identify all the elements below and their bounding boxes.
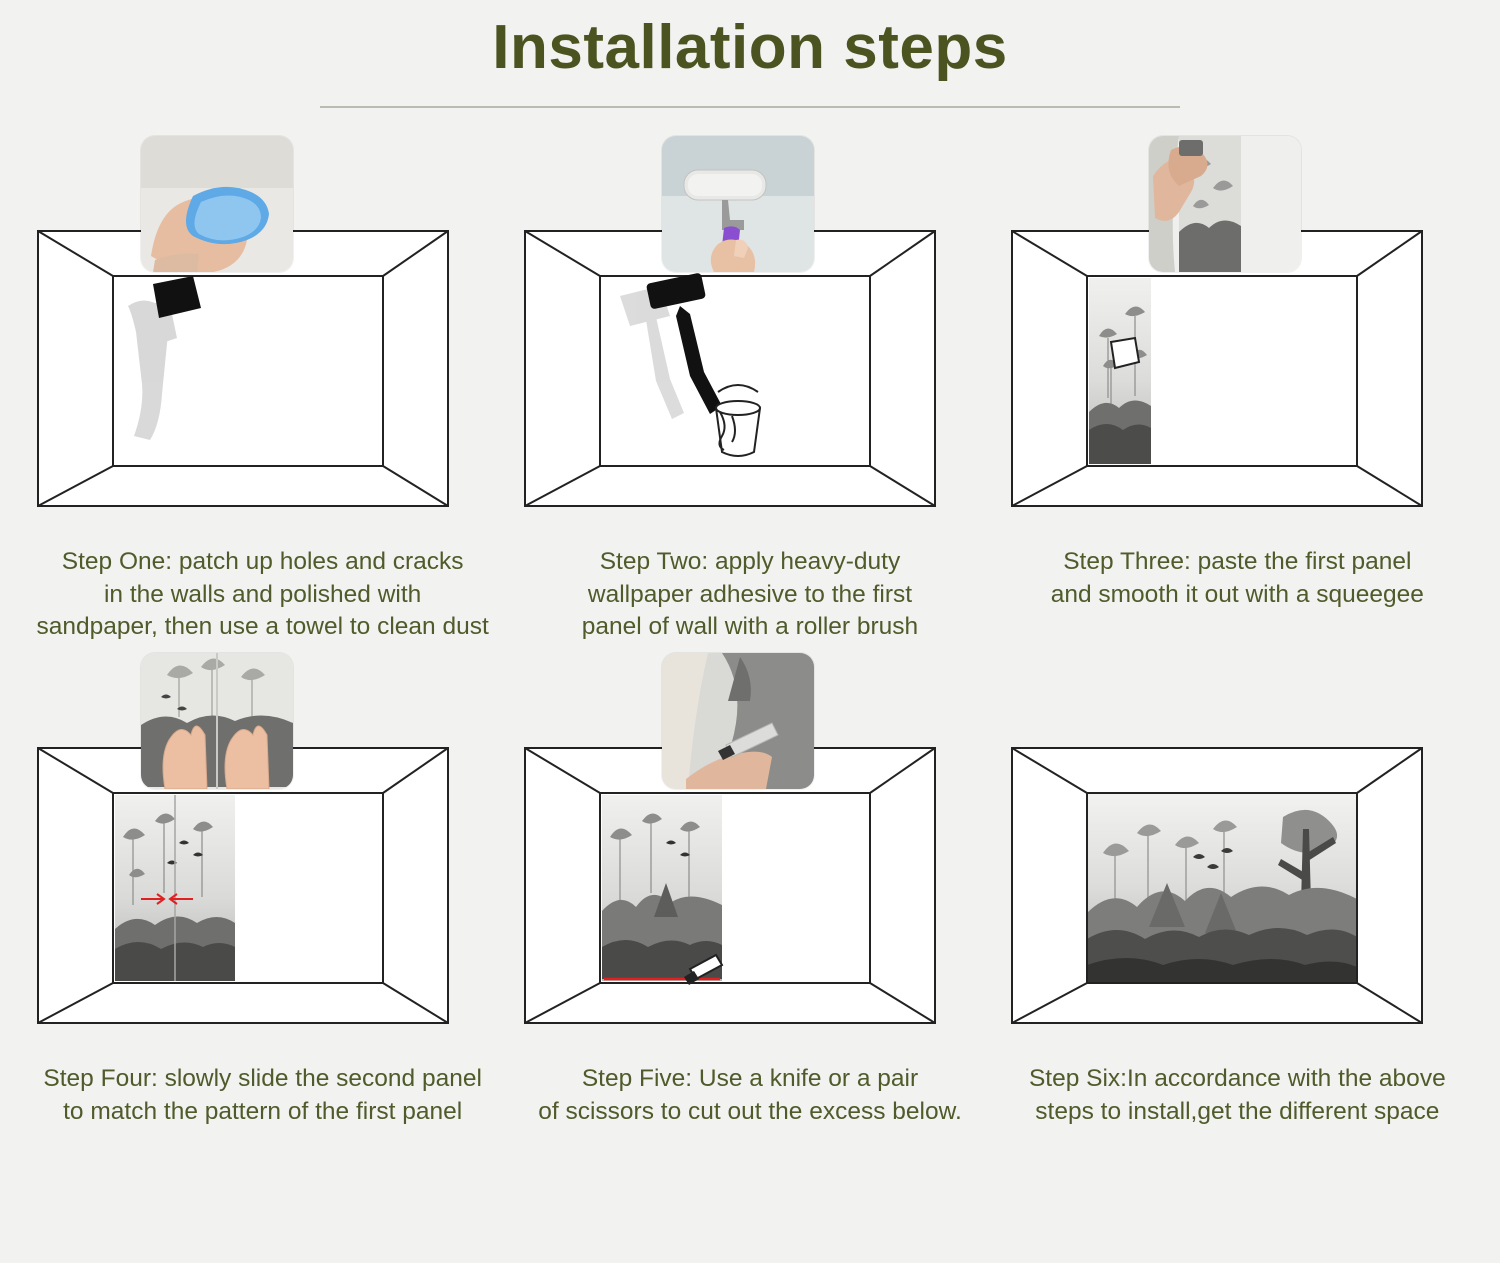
wallpaper-panels-pair <box>602 795 722 981</box>
finished-wallpaper-mural <box>1087 793 1357 983</box>
two-hands-matching-wallpaper-panels-photo <box>141 653 293 789</box>
step-one-illustration <box>33 136 493 536</box>
step-two-caption: Step Two: apply heavy-duty wallpaper adhesive to the first panel of wall with a roller brush <box>581 548 919 640</box>
hand-pasting-wallpaper-panel-photo <box>1149 136 1301 272</box>
step-five <box>511 653 988 1160</box>
step-six-caption: Step Six:In accordance with the above steps to install,get the different space <box>1028 1065 1446 1125</box>
page-title: Installation steps <box>492 13 1008 82</box>
step-four <box>24 653 501 1160</box>
step-one <box>24 136 501 643</box>
wallpaper-panels-pair <box>115 795 235 981</box>
step-six-illustration <box>1007 653 1467 1053</box>
paint-roller-on-wall-photo <box>662 136 814 272</box>
step-one-caption: Step One: patch up holes and cracks in the walls and polished with sandpaper, then use a towel to clean dust <box>36 548 489 640</box>
step-two-illustration <box>520 136 980 536</box>
step-five-caption: Step Five: Use a knife or a pair of scissors to cut out the excess below. <box>538 1065 962 1125</box>
step-six <box>999 653 1476 1160</box>
wallpaper-panel-one <box>1089 278 1151 464</box>
step-five-illustration <box>520 653 980 1053</box>
step-three <box>999 136 1476 643</box>
steps-grid <box>0 108 1500 1160</box>
knife-trimming-wallpaper-edge-photo <box>662 653 814 789</box>
hand-wiping-wall-with-blue-cloth-photo <box>141 136 293 272</box>
step-four-illustration <box>33 653 493 1053</box>
step-three-illustration <box>1007 136 1467 536</box>
room-diagram <box>1007 733 1427 1033</box>
step-two <box>511 136 988 643</box>
step-three-caption: Step Three: paste the first panel and smooth it out with a squeegee <box>1050 548 1424 608</box>
step-four-caption: Step Four: slowly slide the second panel to match the pattern of the first panel <box>43 1065 482 1125</box>
